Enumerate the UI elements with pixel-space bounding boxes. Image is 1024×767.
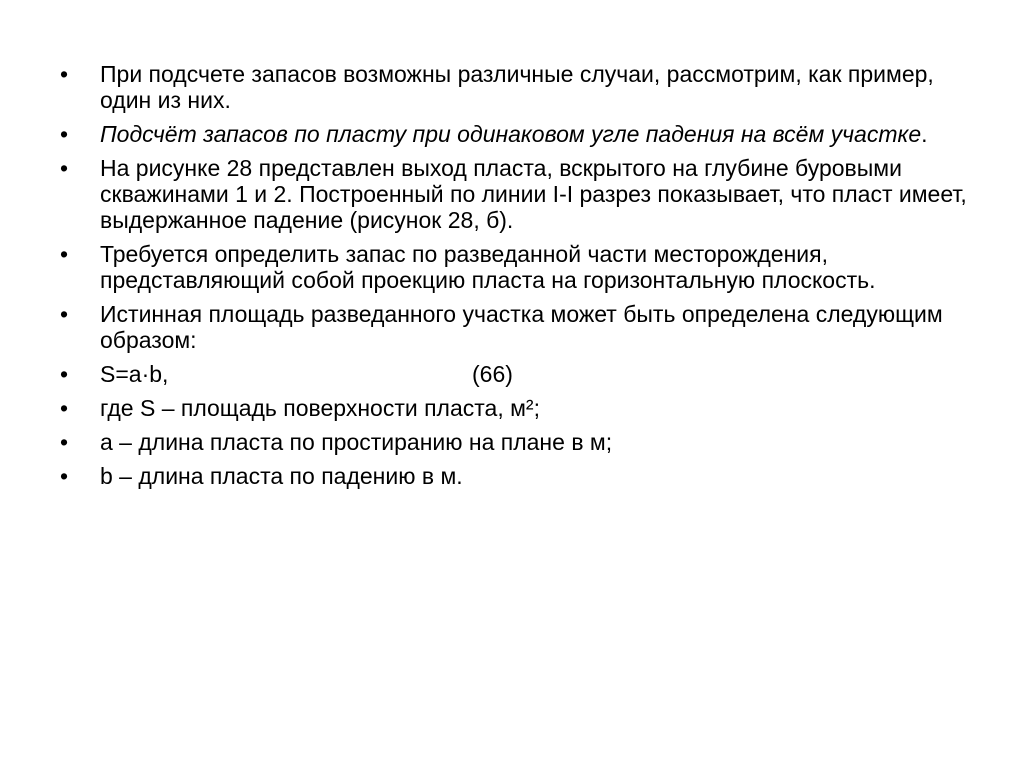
bullet-text: а – длина пласта по простиранию на плане в м; [100,429,613,455]
bullet-text: Требуется определить запас по разведанной части месторождения, представляющий собой проекцию пласта на горизонтальную плоскость. [100,241,876,293]
formula-expression: S=a·b, [100,361,169,387]
bullet-text: b – длина пласта по падению в м. [100,463,463,489]
bullet-icon: • [60,463,69,489]
bullet-text: На рисунке 28 представлен выход пласта, вскрытого на глубине буровыми скважинами 1 и 2. Построенный по линии I-I разрез показывает, что пласт имеет, выдержанное падение (рисунок 28, б). [100,155,967,233]
bullet-icon: • [60,121,69,147]
bullet-item-3 [58,155,978,233]
bullet-text [100,121,978,147]
bullet-item-5 [58,301,978,353]
bullet-icon: • [60,241,69,267]
bullet-icon: • [60,395,69,421]
heading-tail: . [921,121,928,147]
bullet-item-2 [58,121,978,147]
italic-heading: Подсчёт запасов по пласту при одинаковом угле падения на всём участке [100,121,922,147]
bullet-text: При подсчете запасов возможны различные случаи, рассмотрим, как пример, один из них. [100,61,934,113]
bullet-item-9 [58,463,978,489]
bullet-icon: • [60,301,69,327]
bullet-icon: • [60,155,69,181]
bullet-text: где S – площадь поверхности пласта, м²; [100,395,540,421]
bullet-item-7 [58,395,978,421]
bullet-item-8 [58,429,978,455]
bullet-icon: • [60,361,69,387]
bullet-item-formula [58,361,978,387]
bullet-icon: • [60,429,69,455]
bullet-item-4 [58,241,978,293]
bullet-item-1 [58,61,978,113]
bullet-list [58,61,978,497]
formula-line [100,361,978,387]
bullet-text: Истинная площадь разведанного участка может быть определена следующим образом: [100,301,943,353]
bullet-icon: • [60,61,69,87]
formula-number: (66) [472,361,513,387]
